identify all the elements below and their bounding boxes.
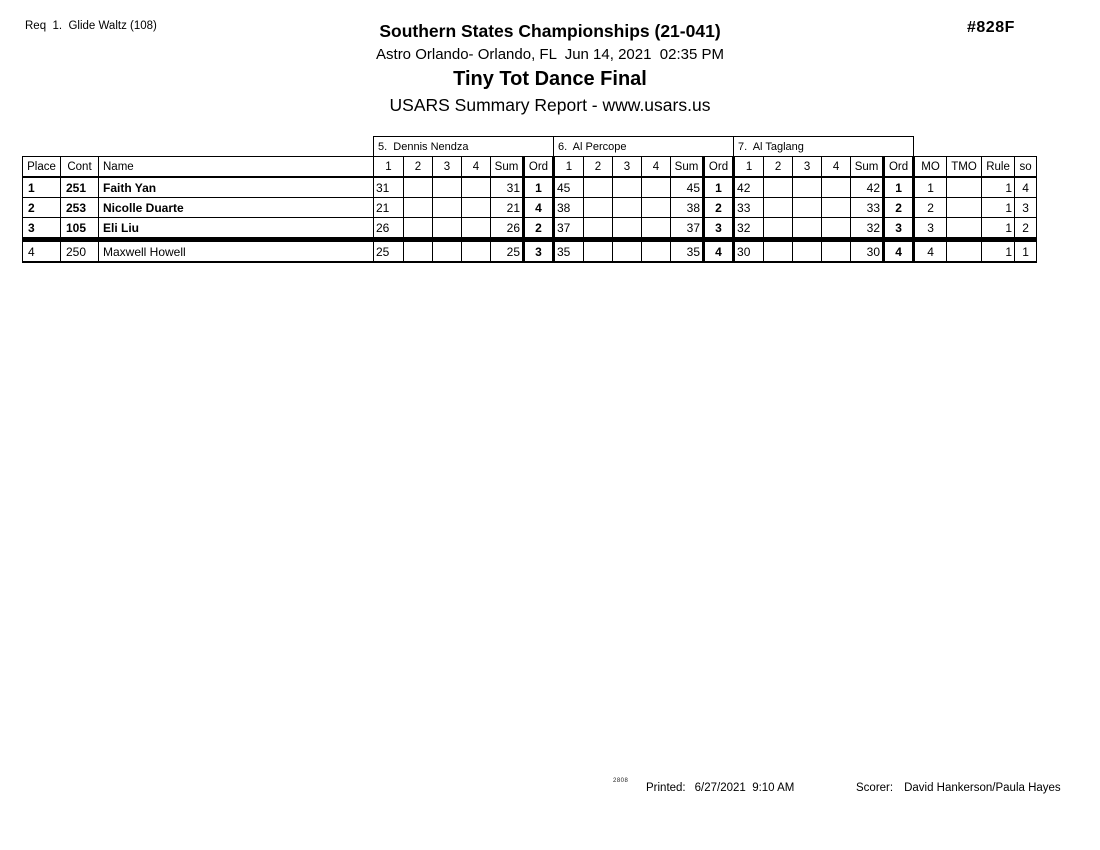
score-cell <box>764 218 793 240</box>
ord-cell: 2 <box>524 218 554 240</box>
score-cell: 33 <box>734 198 764 218</box>
scorer-value: David Hankerson/Paula Hayes <box>904 782 1061 794</box>
tmo-cell <box>947 240 982 263</box>
score-cell <box>462 177 491 198</box>
printed-label: Printed: <box>646 782 686 794</box>
cont-cell: 105 <box>61 218 99 240</box>
score-cell: 38 <box>554 198 584 218</box>
rule-cell: 1 <box>982 240 1015 263</box>
sum-cell: 30 <box>851 240 884 263</box>
score-cell <box>584 218 613 240</box>
place-cell: 3 <box>23 218 61 240</box>
result-row-4 <box>23 240 1037 263</box>
header-so: so <box>1015 157 1037 178</box>
header-sum: Sum <box>671 157 704 178</box>
judge-name: 5. Dennis Nendza <box>374 137 554 157</box>
rule-cell: 1 <box>982 198 1015 218</box>
score-cell <box>642 198 671 218</box>
ord-cell: 1 <box>704 177 734 198</box>
judge-row-left-spacer <box>23 137 374 157</box>
result-row-2 <box>23 198 1037 218</box>
so-cell: 4 <box>1015 177 1037 198</box>
score-cell: 26 <box>374 218 404 240</box>
cont-cell: 250 <box>61 240 99 263</box>
score-cell <box>764 177 793 198</box>
score-cell <box>822 240 851 263</box>
header-ord: Ord <box>704 157 734 178</box>
score-cell <box>793 240 822 263</box>
name-cell: Nicolle Duarte <box>99 198 374 218</box>
name-cell: Maxwell Howell <box>99 240 374 263</box>
score-cell <box>613 177 642 198</box>
so-cell: 2 <box>1015 218 1037 240</box>
report-subtitle: USARS Summary Report - www.usars.us <box>389 95 711 115</box>
mo-cell: 4 <box>914 240 947 263</box>
header-rule: Rule <box>982 157 1015 178</box>
judge-header-row <box>23 137 1037 157</box>
sum-cell: 37 <box>671 218 704 240</box>
place-cell: 4 <box>23 240 61 263</box>
tmo-cell <box>947 218 982 240</box>
rule-cell: 1 <box>982 177 1015 198</box>
sum-cell: 25 <box>491 240 524 263</box>
sum-cell: 31 <box>491 177 524 198</box>
header-sum: Sum <box>851 157 884 178</box>
header-score-2: 2 <box>764 157 793 178</box>
ord-cell: 3 <box>524 240 554 263</box>
score-cell <box>642 218 671 240</box>
ord-cell: 3 <box>704 218 734 240</box>
header-tmo: TMO <box>947 157 982 178</box>
event-code: #828F <box>967 19 1015 36</box>
place-cell: 1 <box>23 177 61 198</box>
rule-cell: 1 <box>982 218 1015 240</box>
score-cell <box>462 198 491 218</box>
championship-title: Southern States Championships (21-041) <box>379 21 721 41</box>
name-cell: Eli Liu <box>99 218 374 240</box>
header-ord: Ord <box>524 157 554 178</box>
ord-cell: 1 <box>884 177 914 198</box>
score-cell <box>613 240 642 263</box>
score-cell <box>584 240 613 263</box>
score-cell <box>404 198 433 218</box>
column-header-row <box>23 157 1037 178</box>
judge-name: 7. Al Taglang <box>734 137 914 157</box>
result-row-1 <box>23 177 1037 198</box>
score-cell <box>433 177 462 198</box>
mo-cell: 2 <box>914 198 947 218</box>
score-cell <box>433 198 462 218</box>
ord-cell: 4 <box>884 240 914 263</box>
checksum-text: 2808 <box>613 778 629 784</box>
header-sum: Sum <box>491 157 524 178</box>
score-cell <box>404 177 433 198</box>
sum-cell: 26 <box>491 218 524 240</box>
score-cell: 42 <box>734 177 764 198</box>
header-score-4: 4 <box>462 157 491 178</box>
header-score-1: 1 <box>734 157 764 178</box>
report-header <box>0 21 1100 116</box>
score-cell: 21 <box>374 198 404 218</box>
header-score-1: 1 <box>554 157 584 178</box>
score-cell: 45 <box>554 177 584 198</box>
score-cell <box>462 240 491 263</box>
venue-date-line: Astro Orlando- Orlando, FL Jun 14, 2021 02:35 PM <box>376 46 724 63</box>
scorer-label: Scorer: <box>856 782 894 794</box>
header-place: Place <box>23 157 61 178</box>
score-cell <box>433 240 462 263</box>
sum-cell: 38 <box>671 198 704 218</box>
header-score-1: 1 <box>374 157 404 178</box>
so-cell: 3 <box>1015 198 1037 218</box>
ord-cell: 2 <box>884 198 914 218</box>
score-cell <box>822 218 851 240</box>
header-score-2: 2 <box>404 157 433 178</box>
score-cell: 31 <box>374 177 404 198</box>
event-title: Tiny Tot Dance Final <box>453 68 647 90</box>
tmo-cell <box>947 177 982 198</box>
score-cell: 30 <box>734 240 764 263</box>
score-cell: 35 <box>554 240 584 263</box>
score-cell: 25 <box>374 240 404 263</box>
result-row-3 <box>23 218 1037 240</box>
score-cell <box>642 177 671 198</box>
ord-cell: 1 <box>524 177 554 198</box>
sum-cell: 35 <box>671 240 704 263</box>
score-cell <box>584 198 613 218</box>
score-cell <box>793 198 822 218</box>
sum-cell: 42 <box>851 177 884 198</box>
header-score-3: 3 <box>433 157 462 178</box>
sum-cell: 33 <box>851 198 884 218</box>
score-cell <box>462 218 491 240</box>
score-cell <box>433 218 462 240</box>
score-cell <box>764 240 793 263</box>
header-cont: Cont <box>61 157 99 178</box>
mo-cell: 3 <box>914 218 947 240</box>
score-cell <box>793 177 822 198</box>
printed-line <box>646 782 794 794</box>
header-score-3: 3 <box>613 157 642 178</box>
ord-cell: 2 <box>704 198 734 218</box>
name-cell: Faith Yan <box>99 177 374 198</box>
score-cell <box>584 177 613 198</box>
score-cell <box>404 240 433 263</box>
cont-cell: 251 <box>61 177 99 198</box>
header-score-4: 4 <box>642 157 671 178</box>
header-name: Name <box>99 157 374 178</box>
so-cell: 1 <box>1015 240 1037 263</box>
score-cell <box>822 177 851 198</box>
mo-cell: 1 <box>914 177 947 198</box>
score-cell <box>642 240 671 263</box>
sum-cell: 32 <box>851 218 884 240</box>
header-ord: Ord <box>884 157 914 178</box>
cont-cell: 253 <box>61 198 99 218</box>
ord-cell: 3 <box>884 218 914 240</box>
scorer-line <box>856 782 1061 794</box>
header-mo: MO <box>914 157 947 178</box>
results-table <box>22 136 1037 263</box>
judge-row-right-spacer <box>914 137 1037 157</box>
requirement-label: Req 1. Glide Waltz (108) <box>25 20 157 32</box>
sum-cell: 45 <box>671 177 704 198</box>
judge-name: 6. Al Percope <box>554 137 734 157</box>
printed-value: 6/27/2021 9:10 AM <box>694 782 795 794</box>
score-cell: 32 <box>734 218 764 240</box>
place-cell: 2 <box>23 198 61 218</box>
score-cell <box>404 218 433 240</box>
score-cell <box>764 198 793 218</box>
header-score-2: 2 <box>584 157 613 178</box>
tmo-cell <box>947 198 982 218</box>
header-score-4: 4 <box>822 157 851 178</box>
score-cell: 37 <box>554 218 584 240</box>
ord-cell: 4 <box>524 198 554 218</box>
header-score-3: 3 <box>793 157 822 178</box>
score-cell <box>613 218 642 240</box>
sum-cell: 21 <box>491 198 524 218</box>
score-cell <box>613 198 642 218</box>
score-cell <box>822 198 851 218</box>
score-cell <box>793 218 822 240</box>
ord-cell: 4 <box>704 240 734 263</box>
